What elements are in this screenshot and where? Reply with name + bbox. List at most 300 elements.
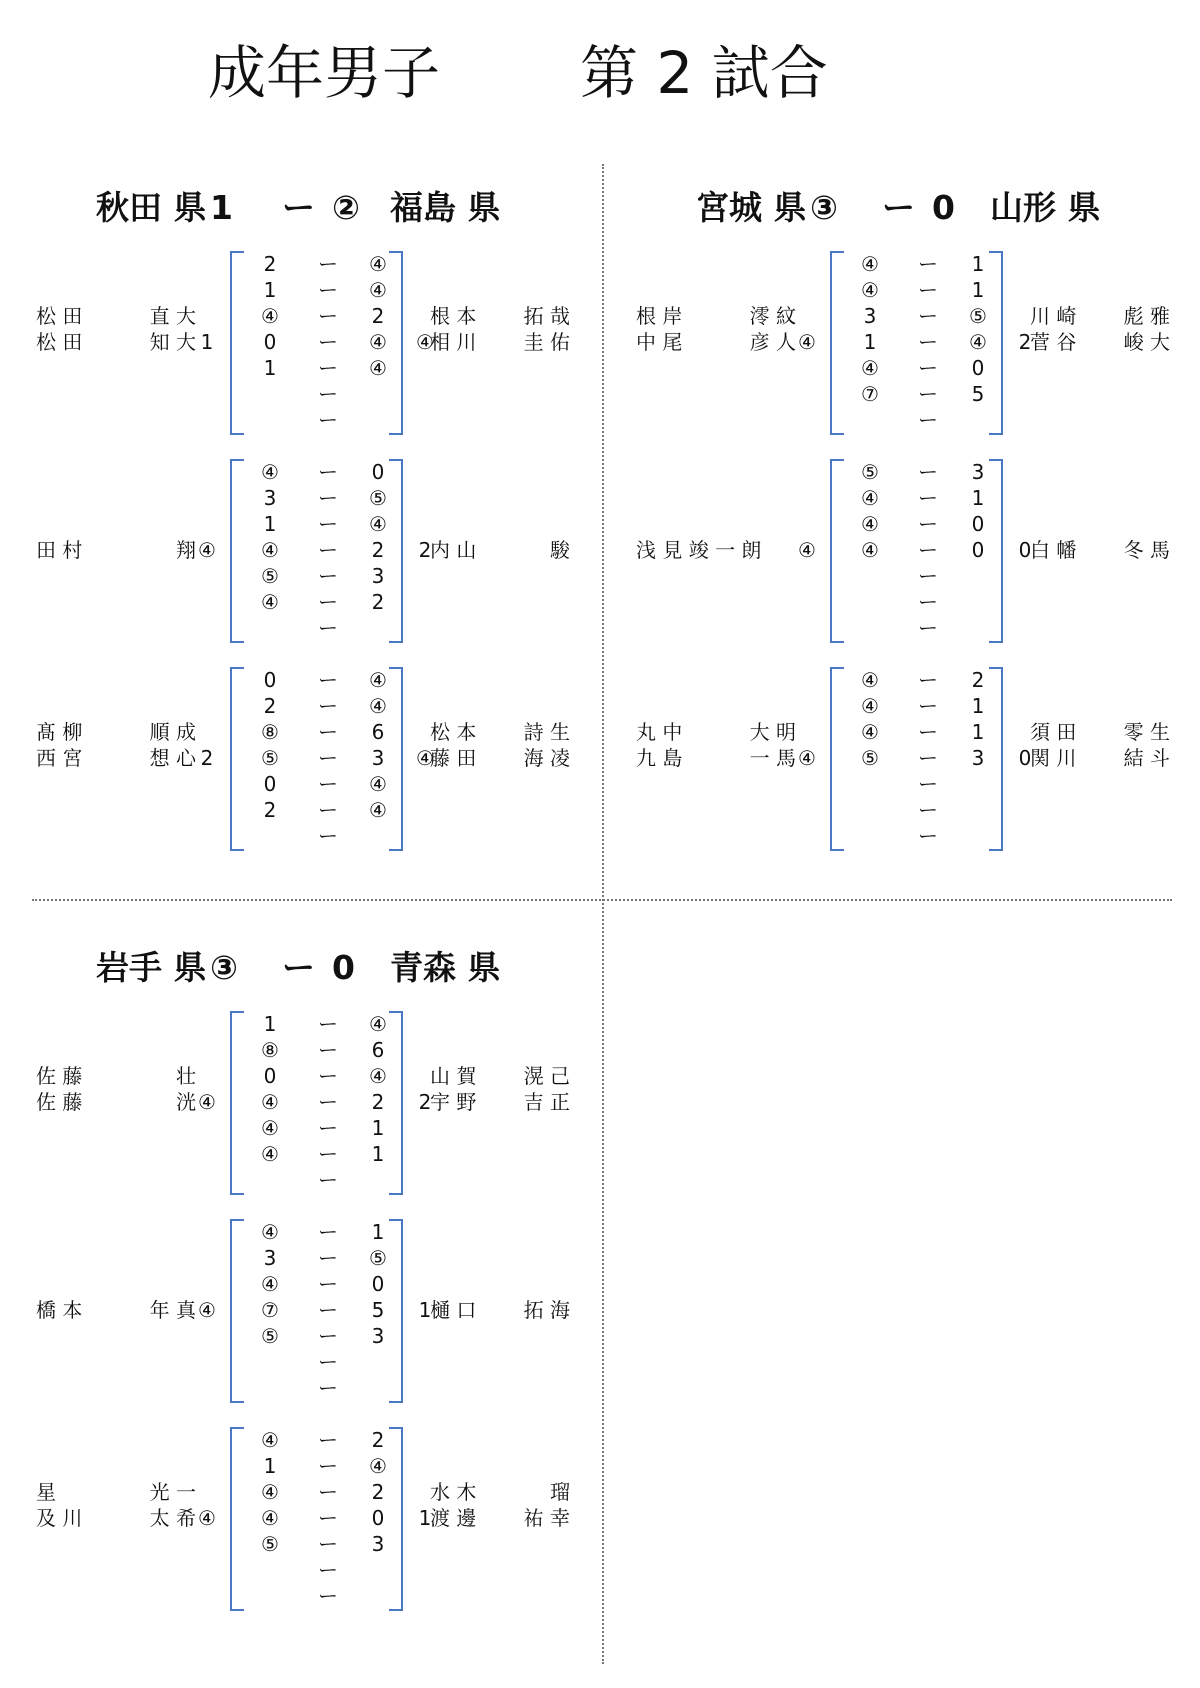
game-left-points: ⑤: [861, 460, 879, 484]
game-score-row: [246, 459, 396, 485]
match-header: [32, 183, 632, 233]
game-right-points: 3: [371, 1324, 385, 1348]
given-name: 圭 佑: [523, 330, 570, 354]
left-bout-score: ④: [798, 538, 816, 562]
game-score-row: [246, 1245, 396, 1271]
left-bout-score: ④: [798, 330, 816, 354]
game-dash: ー: [318, 590, 338, 614]
game-score-row: [846, 719, 996, 745]
game-left-points: ④: [861, 278, 879, 302]
left-player-name: [36, 1479, 196, 1505]
game-score-row: [246, 1349, 396, 1375]
game-right-points: ⑤: [969, 304, 987, 328]
given-name: 年 真: [149, 1298, 196, 1322]
game-right-points: 2: [371, 1090, 385, 1114]
game-score-row: [246, 589, 396, 615]
given-name: 吉 正: [523, 1090, 570, 1114]
given-name: 想 心: [149, 746, 196, 770]
game-score-row: [846, 459, 996, 485]
away-team-score: 0: [332, 948, 355, 987]
game-right-points: 3: [971, 746, 985, 770]
away-team-score: 0: [932, 188, 955, 227]
right-player-name: [1030, 329, 1170, 355]
game-dash: ー: [318, 564, 338, 588]
game-dash: ー: [318, 512, 338, 536]
game-left-points: 1: [263, 512, 277, 536]
game-score-row: [246, 1089, 396, 1115]
game-dash: ー: [318, 408, 338, 432]
game-score-row: [846, 251, 996, 277]
game-left-points: ④: [861, 538, 879, 562]
game-right-points: 1: [971, 278, 985, 302]
game-dash: ー: [918, 798, 938, 822]
game-left-points: ④: [261, 590, 279, 614]
given-name: 大 明: [749, 720, 796, 744]
game-dash: ー: [318, 1298, 338, 1322]
game-left-points: 3: [263, 486, 277, 510]
game-left-points: 1: [263, 278, 277, 302]
given-name: 駿: [550, 538, 570, 562]
game-score-row: [846, 797, 996, 823]
score-dash: ー: [282, 188, 315, 227]
game-right-points: 1: [971, 252, 985, 276]
horizontal-divider: [32, 899, 1172, 901]
given-name: 結 斗: [1123, 746, 1170, 770]
game-score-row: [846, 381, 996, 407]
game-right-points: 2: [371, 590, 385, 614]
game-left-points: ④: [261, 1116, 279, 1140]
game-right-points: ④: [369, 330, 387, 354]
given-name: 海 凌: [523, 746, 570, 770]
right-bout-score: 2: [1018, 330, 1032, 354]
game-dash: ー: [918, 772, 938, 796]
left-player-name: [36, 745, 196, 771]
given-name: 翔: [176, 538, 196, 562]
game-right-points: ④: [369, 252, 387, 276]
game-dash: ー: [918, 330, 938, 354]
right-bout-score: 2: [418, 538, 432, 562]
game-right-points: 1: [971, 486, 985, 510]
game-dash: ー: [318, 1246, 338, 1270]
game-score-row: [846, 329, 996, 355]
right-bout-score: 1: [418, 1298, 432, 1322]
game-dash: ー: [318, 1480, 338, 1504]
game-left-points: ⑤: [261, 564, 279, 588]
game-left-points: ④: [261, 1480, 279, 1504]
game-score-row: [846, 303, 996, 329]
game-right-points: ⑤: [369, 486, 387, 510]
game-score-row: [246, 1219, 396, 1245]
game-left-points: ⑤: [861, 746, 879, 770]
game-score-row: [846, 407, 996, 433]
bracket-left: [230, 667, 244, 851]
given-name: 洸: [176, 1090, 196, 1114]
game-dash: ー: [318, 1116, 338, 1140]
left-player-name: [36, 537, 196, 563]
game-left-points: ⑦: [861, 382, 879, 406]
given-name: 祐 幸: [523, 1506, 570, 1530]
game-left-points: 1: [263, 1454, 277, 1478]
game-right-points: 3: [371, 1532, 385, 1556]
game-left-points: ④: [861, 252, 879, 276]
game-left-points: ⑧: [261, 1038, 279, 1062]
left-player-name: [36, 1505, 196, 1531]
game-left-points: ④: [861, 512, 879, 536]
game-dash: ー: [918, 590, 938, 614]
bracket-left: [830, 667, 844, 851]
game-left-points: 3: [263, 1246, 277, 1270]
game-right-points: 2: [971, 668, 985, 692]
game-score-row: [246, 1063, 396, 1089]
given-name: 瑠: [550, 1480, 570, 1504]
game-right-points: ④: [369, 1012, 387, 1036]
family-name: 松 本: [430, 720, 477, 744]
bout: [632, 459, 1200, 649]
game-left-points: ④: [861, 694, 879, 718]
game-score-row: [846, 563, 996, 589]
family-name: 川 崎: [1030, 304, 1077, 328]
home-team-score: ③: [810, 188, 838, 227]
game-score-row: [246, 1583, 396, 1609]
game-left-points: ④: [261, 1090, 279, 1114]
game-score-row: [846, 485, 996, 511]
given-name: 順 成: [149, 720, 196, 744]
game-dash: ー: [918, 252, 938, 276]
game-dash: ー: [318, 668, 338, 692]
game-dash: ー: [318, 824, 338, 848]
left-bout-score: ④: [198, 1298, 216, 1322]
given-name: 冬 馬: [1123, 538, 1170, 562]
game-left-points: ④: [261, 1506, 279, 1530]
game-left-points: 0: [263, 1064, 277, 1088]
game-dash: ー: [318, 1376, 338, 1400]
bracket-left: [230, 251, 244, 435]
left-bout-score: 2: [200, 746, 214, 770]
bracket-left: [230, 1219, 244, 1403]
right-player-name: [430, 745, 570, 771]
game-left-points: ⑤: [261, 746, 279, 770]
bout: [32, 667, 632, 857]
game-score-row: [246, 1323, 396, 1349]
game-dash: ー: [918, 720, 938, 744]
game-score-row: [846, 511, 996, 537]
game-score-row: [846, 693, 996, 719]
game-right-points: ④: [369, 512, 387, 536]
game-dash: ー: [318, 1064, 338, 1088]
given-name: 彪 雅: [1123, 304, 1170, 328]
game-dash: ー: [318, 1506, 338, 1530]
given-name: 拓 哉: [523, 304, 570, 328]
given-name: 知 大: [149, 330, 196, 354]
away-team-score: ②: [332, 188, 360, 227]
game-score-row: [846, 589, 996, 615]
team-match: [632, 183, 1200, 883]
right-bout-score: ④: [416, 330, 434, 354]
given-name: 滉 己: [523, 1064, 570, 1088]
game-dash: ー: [918, 278, 938, 302]
game-score-row: [246, 1375, 396, 1401]
game-score-row: [246, 1167, 396, 1193]
game-score-row: [246, 1453, 396, 1479]
game-dash: ー: [918, 746, 938, 770]
right-bout-score: 0: [1018, 538, 1032, 562]
game-score-row: [246, 1011, 396, 1037]
right-bout-score: ④: [416, 746, 434, 770]
family-name: 佐 藤: [36, 1090, 83, 1114]
family-name: 須 田: [1030, 720, 1077, 744]
home-team-name: 秋田 県: [96, 188, 207, 227]
game-left-points: ④: [261, 304, 279, 328]
match-header: [632, 183, 1200, 233]
bout: [32, 1011, 632, 1201]
bout: [632, 667, 1200, 857]
family-name: 水 木: [430, 1480, 477, 1504]
game-score-row: [246, 277, 396, 303]
game-score-row: [846, 615, 996, 641]
game-right-points: ④: [369, 1064, 387, 1088]
game-score-row: [246, 1037, 396, 1063]
game-right-points: 1: [371, 1116, 385, 1140]
game-right-points: 3: [971, 460, 985, 484]
game-right-points: ⑤: [369, 1246, 387, 1270]
game-dash: ー: [318, 1584, 338, 1608]
game-dash: ー: [918, 486, 938, 510]
home-team-name: 宮城 県: [696, 188, 807, 227]
bracket-left: [230, 1427, 244, 1611]
right-player-name: [1030, 303, 1170, 329]
game-right-points: ④: [369, 278, 387, 302]
given-name: 零 生: [1123, 720, 1170, 744]
game-score-row: [246, 693, 396, 719]
game-left-points: ④: [861, 356, 879, 380]
right-player-name: [430, 1479, 570, 1505]
family-name: 中 尾: [636, 330, 683, 354]
game-left-points: 1: [863, 330, 877, 354]
game-dash: ー: [318, 1428, 338, 1452]
away-team-name: 福島 県: [390, 188, 501, 227]
game-left-points: ⑤: [261, 1324, 279, 1348]
game-dash: ー: [918, 382, 938, 406]
game-right-points: ④: [369, 668, 387, 692]
game-left-points: 0: [263, 668, 277, 692]
game-left-points: ④: [861, 486, 879, 510]
left-bout-score: ④: [198, 1090, 216, 1114]
game-left-points: 2: [263, 694, 277, 718]
game-dash: ー: [918, 408, 938, 432]
game-score-row: [846, 355, 996, 381]
game-right-points: 1: [371, 1142, 385, 1166]
game-left-points: 1: [263, 356, 277, 380]
family-name: 根 本: [430, 304, 477, 328]
given-name: 太 希: [149, 1506, 196, 1530]
game-right-points: 0: [371, 1506, 385, 1530]
game-score-row: [246, 719, 396, 745]
family-name: 白 幡: [1030, 538, 1077, 562]
family-name: 渡 邊: [430, 1506, 477, 1530]
game-score-row: [246, 303, 396, 329]
game-right-points: 5: [371, 1298, 385, 1322]
game-dash: ー: [918, 564, 938, 588]
given-name: 詩 生: [523, 720, 570, 744]
bout: [32, 1219, 632, 1409]
right-player-name: [1030, 745, 1170, 771]
game-right-points: ④: [969, 330, 987, 354]
game-dash: ー: [318, 746, 338, 770]
game-score-row: [246, 823, 396, 849]
game-left-points: ④: [261, 1220, 279, 1244]
home-team-score: ③: [210, 948, 238, 987]
game-dash: ー: [318, 1272, 338, 1296]
game-score-row: [246, 1479, 396, 1505]
right-player-name: [1030, 537, 1170, 563]
game-left-points: 0: [263, 330, 277, 354]
game-left-points: 3: [863, 304, 877, 328]
game-dash: ー: [918, 304, 938, 328]
game-score-row: [846, 745, 996, 771]
game-left-points: 2: [263, 798, 277, 822]
game-score-row: [246, 511, 396, 537]
left-player-name: [36, 1063, 196, 1089]
game-right-points: 5: [971, 382, 985, 406]
family-name: 及 川: [36, 1506, 83, 1530]
left-player-name: [36, 719, 196, 745]
game-dash: ー: [318, 1558, 338, 1582]
game-left-points: ④: [261, 1272, 279, 1296]
game-right-points: 0: [371, 1272, 385, 1296]
game-left-points: ④: [861, 668, 879, 692]
family-name: 菅 谷: [1030, 330, 1077, 354]
family-name: 山 賀: [430, 1064, 477, 1088]
game-score-row: [246, 1505, 396, 1531]
game-dash: ー: [318, 1038, 338, 1062]
game-score-row: [846, 823, 996, 849]
game-dash: ー: [318, 1350, 338, 1374]
game-dash: ー: [918, 460, 938, 484]
game-dash: ー: [918, 824, 938, 848]
game-dash: ー: [918, 356, 938, 380]
game-dash: ー: [318, 694, 338, 718]
right-bout-score: 0: [1018, 746, 1032, 770]
family-name: 橋 本: [36, 1298, 83, 1322]
game-dash: ー: [318, 1168, 338, 1192]
game-left-points: 2: [263, 252, 277, 276]
game-right-points: 2: [371, 1480, 385, 1504]
left-player-name: [636, 745, 796, 771]
right-player-name: [430, 1297, 570, 1323]
family-name: 星: [36, 1480, 56, 1504]
bracket-left: [830, 251, 844, 435]
family-name: 西 宮: [36, 746, 83, 770]
given-name: 直 大: [149, 304, 196, 328]
game-score-row: [246, 1557, 396, 1583]
right-bout-score: 1: [418, 1506, 432, 1530]
game-right-points: 6: [371, 720, 385, 744]
game-dash: ー: [318, 1454, 338, 1478]
game-score-row: [246, 251, 396, 277]
given-name: 壮: [176, 1064, 196, 1088]
game-right-points: ④: [369, 772, 387, 796]
match-header: [32, 943, 632, 993]
bracket-left: [230, 1011, 244, 1195]
family-name: 髙 柳: [36, 720, 83, 744]
game-dash: ー: [318, 798, 338, 822]
away-team-name: 青森 県: [390, 948, 501, 987]
bout: [32, 459, 632, 649]
family-name: 松 田: [36, 330, 83, 354]
game-right-points: 1: [971, 694, 985, 718]
family-name: 松 田: [36, 304, 83, 328]
game-dash: ー: [918, 668, 938, 692]
bout: [32, 1427, 632, 1617]
right-bout-score: 2: [418, 1090, 432, 1114]
score-dash: ー: [282, 948, 315, 987]
game-dash: ー: [918, 512, 938, 536]
family-name: 丸 中: [636, 720, 683, 744]
game-dash: ー: [918, 538, 938, 562]
given-name: 一 馬: [749, 746, 796, 770]
game-score-row: [246, 1271, 396, 1297]
game-left-points: ④: [261, 460, 279, 484]
family-name: 内 山: [430, 538, 477, 562]
page-title: [0, 38, 1200, 108]
left-bout-score: ④: [198, 538, 216, 562]
given-name: 峻 大: [1123, 330, 1170, 354]
right-player-name: [430, 1089, 570, 1115]
right-player-name: [430, 537, 570, 563]
game-right-points: 3: [371, 746, 385, 770]
bracket-left: [230, 459, 244, 643]
game-right-points: 1: [971, 720, 985, 744]
game-right-points: ④: [369, 798, 387, 822]
game-score-row: [846, 667, 996, 693]
game-dash: ー: [318, 1532, 338, 1556]
left-player-name: [636, 329, 796, 355]
game-dash: ー: [918, 616, 938, 640]
game-right-points: 0: [971, 356, 985, 380]
game-score-row: [246, 771, 396, 797]
game-score-row: [246, 1427, 396, 1453]
game-dash: ー: [318, 252, 338, 276]
given-name: 澪 紋: [749, 304, 796, 328]
game-right-points: 0: [371, 460, 385, 484]
game-dash: ー: [318, 772, 338, 796]
game-score-row: [246, 745, 396, 771]
game-score-row: [246, 1115, 396, 1141]
left-player-name: [36, 303, 196, 329]
game-dash: ー: [318, 1324, 338, 1348]
game-right-points: ④: [369, 694, 387, 718]
game-left-points: ⑧: [261, 720, 279, 744]
game-left-points: ④: [261, 1428, 279, 1452]
right-player-name: [430, 1505, 570, 1531]
left-player-name: [636, 537, 796, 563]
game-score-row: [246, 1297, 396, 1323]
family-name: 根 岸: [636, 304, 683, 328]
game-score-row: [246, 1141, 396, 1167]
game-dash: ー: [318, 538, 338, 562]
game-dash: ー: [318, 1142, 338, 1166]
game-right-points: 2: [371, 1428, 385, 1452]
game-right-points: 6: [371, 1038, 385, 1062]
score-dash: ー: [882, 188, 915, 227]
away-team-name: 山形 県: [990, 188, 1101, 227]
game-right-points: 2: [371, 538, 385, 562]
game-right-points: 1: [371, 1220, 385, 1244]
family-name: 浅 見 竣 一 朗: [636, 538, 762, 562]
game-left-points: 0: [263, 772, 277, 796]
family-name: 宇 野: [430, 1090, 477, 1114]
bout: [632, 251, 1200, 441]
